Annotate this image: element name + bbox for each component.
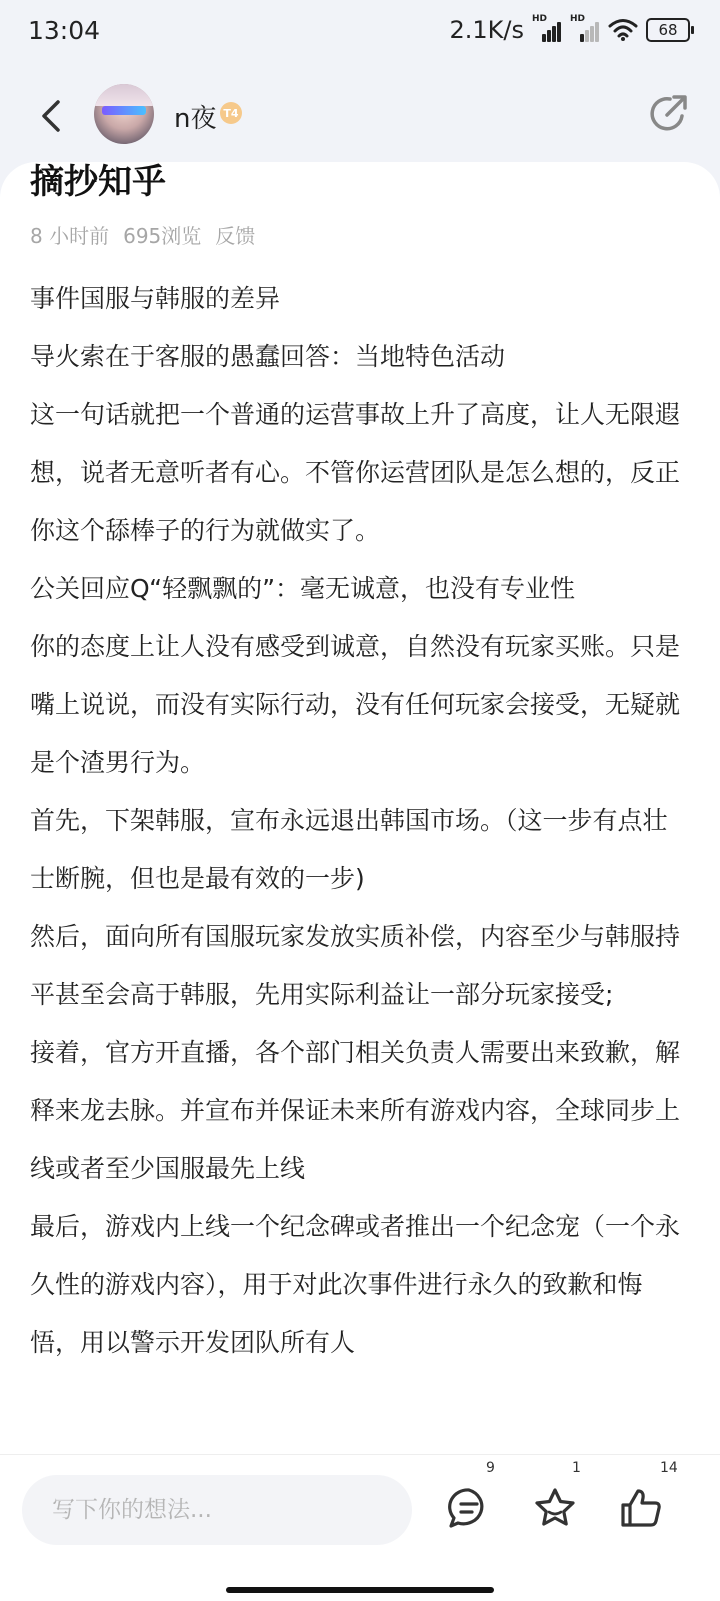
comment-count: 9	[486, 1460, 495, 1476]
paragraph: 最后，游戏内上线一个纪念碑或者推出一个纪念宠（一个永久性的游戏内容），用于对此次事件进行永久的致歉和悔悟，用以警示开发团队所有人	[30, 1212, 681, 1357]
post-views: 695浏览	[123, 224, 202, 248]
share-icon[interactable]	[646, 92, 690, 136]
signal-icon: HD	[532, 18, 562, 42]
network-speed: 2.1K/s	[449, 16, 524, 44]
content-fade	[0, 1414, 720, 1454]
paragraph: 这一句话就把一个普通的运营事故上升了高度，让人无限遐想，说者无意听者有心。不管你运营团队是怎么想的，反正你这个舔棒子的行为就做实了。	[30, 400, 681, 545]
like-icon[interactable]	[618, 1485, 664, 1531]
star-icon[interactable]	[532, 1485, 578, 1531]
post-time: 8 小时前	[30, 224, 110, 248]
comment-input[interactable]: 写下你的想法...	[22, 1475, 412, 1545]
favorite-count: 1	[572, 1460, 581, 1476]
feedback-link[interactable]: 反馈	[215, 224, 256, 248]
post-meta	[30, 220, 255, 249]
back-button[interactable]	[30, 94, 74, 138]
comment-icon[interactable]	[446, 1485, 492, 1531]
username[interactable]: n夜	[174, 104, 217, 134]
status-icons	[450, 16, 691, 44]
avatar[interactable]	[94, 84, 154, 144]
bottom-action-bar	[0, 1454, 720, 1601]
paragraph: 你的态度上让人没有感受到诚意，自然没有玩家买账。只是嘴上说说，而没有实际行动，没有任何玩家会接受，无疑就是个渣男行为。	[30, 632, 681, 777]
paragraph: 导火索在于客服的愚蠢回答：当地特色活动	[30, 342, 506, 371]
home-indicator[interactable]	[226, 1587, 494, 1593]
post-body	[30, 270, 680, 1372]
level-badge: T4	[220, 102, 242, 124]
post-header	[0, 80, 720, 156]
post-title: 摘抄知乎	[30, 162, 166, 202]
signal-weak-icon: HD	[570, 18, 600, 42]
paragraph: 首先，下架韩服，宣布永远退出韩国市场。（这一步有点壮士断腕，但也是最有效的一步)	[30, 806, 668, 893]
like-count: 14	[660, 1460, 678, 1476]
battery-icon: 68	[646, 18, 690, 42]
wifi-icon	[608, 18, 638, 42]
paragraph: 然后，面向所有国服玩家发放实质补偿，内容至少与韩服持平甚至会高于韩服，先用实际利益让一部分玩家接受;	[30, 922, 681, 1009]
paragraph: 事件国服与韩服的差异	[30, 284, 281, 313]
status-bar	[0, 0, 720, 62]
status-time: 13:04	[28, 16, 101, 45]
paragraph: 公关回应Q“轻飘飘的”：毫无诚意，也没有专业性	[30, 574, 576, 603]
paragraph: 接着，官方开直播，各个部门相关负责人需要出来致歉，解释来龙去脉。并宣布并保证未来所有游戏内容，全球同步上线或者至少国服最先上线	[30, 1038, 681, 1183]
post-card	[0, 162, 720, 1454]
